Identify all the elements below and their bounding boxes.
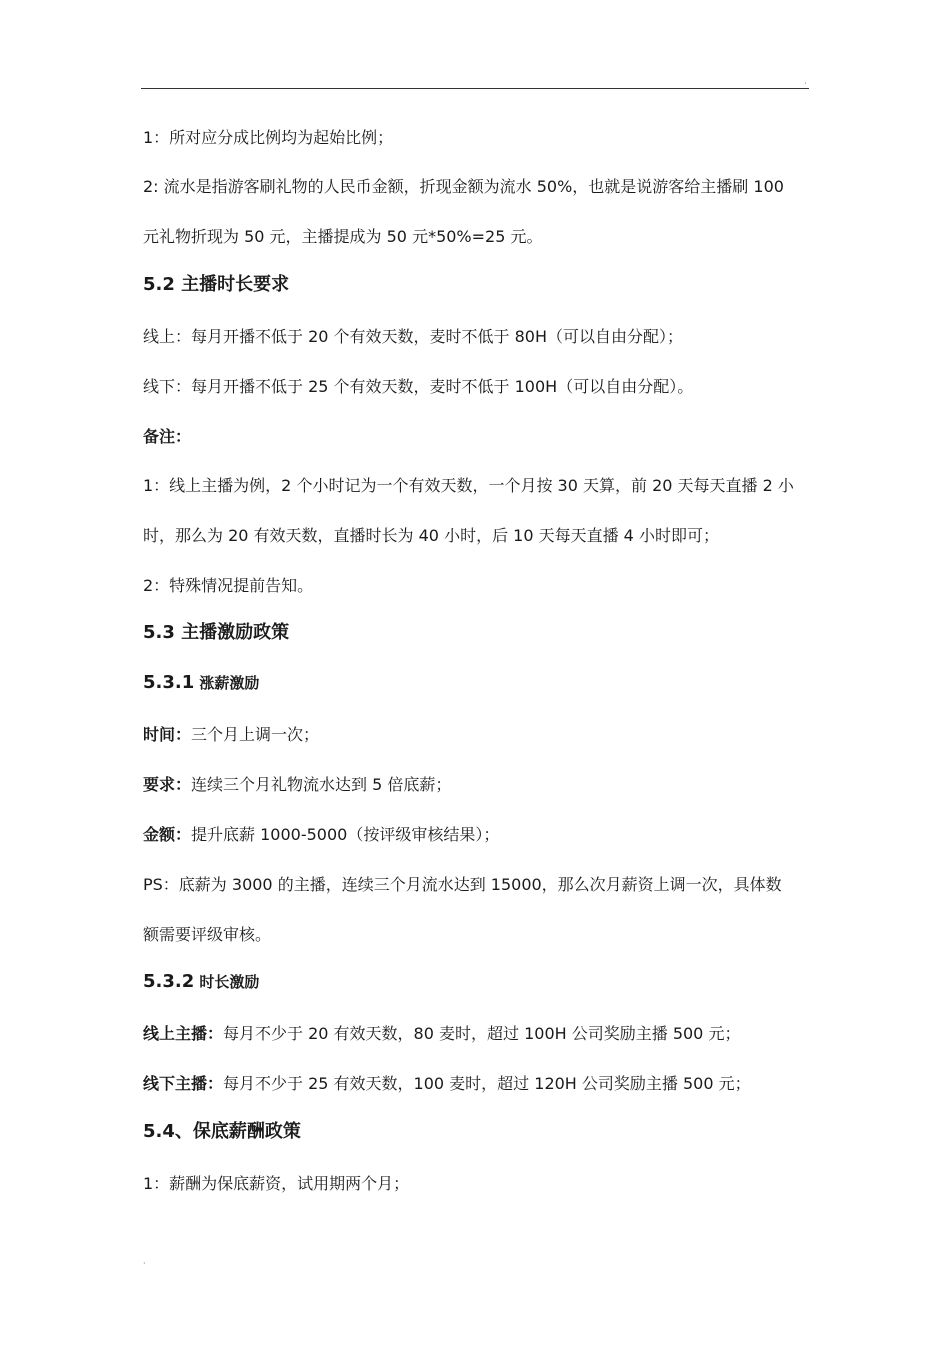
subsection-title: 涨薪激励	[199, 674, 260, 692]
paragraph-line: 元礼物折现为 50 元，主播提成为 50 元*50%=25 元。	[143, 227, 543, 246]
header-rule	[141, 88, 809, 89]
subsection-title: 时长激励	[199, 973, 260, 991]
amount-text: 提升底薪 1000-5000（按评级审核结果）；	[191, 825, 500, 844]
paragraph-line: 1：线上主播为例，2 个小时记为一个有效天数，一个月按 30 天算，前 20 天每天直播 2 小	[143, 476, 794, 495]
online-host-line	[143, 1023, 810, 1045]
time-line	[143, 724, 810, 746]
subsection-number: 5.3.2	[143, 971, 195, 992]
online-host-text: 每月不少于 20 有效天数，80 麦时，超过 100H 公司奖励主播 500 元；	[223, 1024, 741, 1043]
time-text: 三个月上调一次；	[191, 725, 320, 744]
section-heading-5-4: 5.4、保底薪酬政策	[143, 1121, 301, 1142]
note-heading: 备注：	[143, 427, 192, 446]
requirement-label: 要求：	[143, 775, 192, 794]
offline-host-line	[143, 1073, 810, 1095]
paragraph-line: 线上：每月开播不低于 20 个有效天数，麦时不低于 80H（可以自由分配）；	[143, 327, 684, 346]
subsection-heading-5-3-2	[143, 971, 810, 993]
offline-host-text: 每月不少于 25 有效天数，100 麦时，超过 120H 公司奖励主播 500 元；	[223, 1074, 751, 1093]
subsection-heading-5-3-1	[143, 672, 810, 694]
subsection-number: 5.3.1	[143, 672, 195, 693]
header-dot: ·	[804, 79, 807, 88]
time-label: 时间：	[143, 725, 192, 744]
paragraph-line: 1：所对应分成比例均为起始比例；	[143, 128, 394, 147]
section-heading-5-2: 5.2 主播时长要求	[143, 274, 290, 295]
paragraph-line: 2：特殊情况提前告知。	[143, 576, 314, 595]
amount-line	[143, 824, 810, 846]
footer-dot: ·	[143, 1259, 146, 1268]
ps-line: PS：底薪为 3000 的主播，连续三个月流水达到 15000，那么次月薪资上调一次，具体数	[143, 875, 782, 894]
paragraph-line: 2: 流水是指游客刷礼物的人民币金额，折现金额为流水 50%，也就是说游客给主播刷 100	[143, 177, 784, 196]
requirement-text: 连续三个月礼物流水达到 5 倍底薪；	[191, 775, 452, 794]
section-heading-5-3: 5.3 主播激励政策	[143, 622, 290, 643]
paragraph-line: 1：薪酬为保底薪资，试用期两个月；	[143, 1174, 410, 1193]
requirement-line	[143, 774, 810, 796]
ps-line: 额需要评级审核。	[143, 925, 272, 944]
paragraph-line: 线下：每月开播不低于 25 个有效天数，麦时不低于 100H（可以自由分配）。	[143, 377, 694, 396]
offline-host-label: 线下主播：	[143, 1074, 224, 1093]
paragraph-line: 时，那么为 20 有效天数，直播时长为 40 小时，后 10 天每天直播 4 小时即可；	[143, 526, 719, 545]
online-host-label: 线上主播：	[143, 1024, 224, 1043]
amount-label: 金额：	[143, 825, 192, 844]
